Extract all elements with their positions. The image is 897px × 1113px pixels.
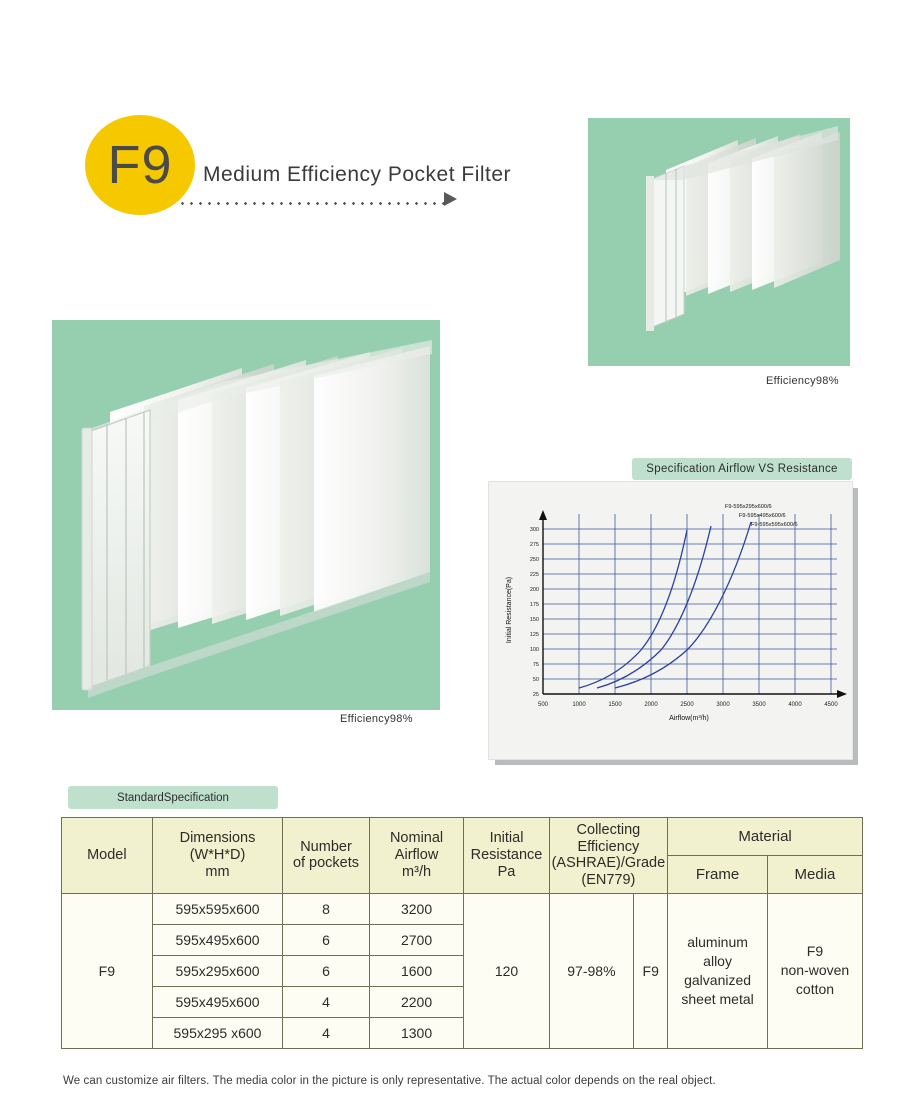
- th-pockets-line2: of pockets: [292, 855, 360, 872]
- chart-svg: [489, 482, 852, 759]
- chart-legend-3: F9-595x595x600/6: [751, 522, 798, 528]
- title-dotted-arrow-line: [178, 196, 450, 206]
- cell-frame-material: [668, 893, 768, 1048]
- airflow-resistance-chart: [488, 481, 853, 760]
- th-resistance-line1: Initial: [489, 830, 524, 847]
- svg-text:1000: 1000: [572, 702, 586, 708]
- cell-airflow: 2200: [369, 986, 464, 1017]
- table-body: [62, 893, 863, 1048]
- th-media: Media: [767, 855, 862, 893]
- badge-label: F9: [107, 135, 173, 195]
- connector-smallphoto-down: [682, 392, 685, 460]
- connector-chart-down: [682, 762, 685, 814]
- svg-text:1500: 1500: [608, 702, 622, 708]
- media-line3: cotton: [795, 981, 835, 998]
- small-photo-caption: Efficiency98%: [766, 375, 839, 387]
- large-photo-caption: Efficiency98%: [340, 713, 413, 725]
- th-pockets: [283, 818, 369, 894]
- cell-dimensions: 595x295x600: [152, 955, 283, 986]
- pocket-filter-illustration-large: [52, 320, 440, 710]
- cell-dimensions: 595x495x600: [152, 924, 283, 955]
- connector-horizontal-top: [220, 262, 590, 265]
- svg-text:250: 250: [529, 557, 539, 563]
- frame-line2: alloy: [703, 952, 732, 969]
- footnote: We can customize air filters. The media color in the picture is only representative. The actual color depends on the real object.: [63, 1075, 716, 1087]
- th-efficiency-line3: (EN779): [581, 872, 636, 889]
- cell-airflow: 1300: [369, 1017, 464, 1048]
- th-airflow-line2: Airflow: [394, 847, 439, 863]
- th-airflow: [369, 818, 464, 894]
- connector-vertical-to-large-photo: [220, 262, 223, 320]
- frame-line3: galvanized: [684, 971, 752, 988]
- svg-text:100: 100: [529, 647, 539, 653]
- th-resistance: [464, 818, 549, 894]
- th-dimensions-line2: (W*H*D): [189, 847, 246, 863]
- specification-table: [61, 817, 863, 1049]
- th-airflow-line3: m³/h: [402, 863, 432, 880]
- svg-text:75: 75: [532, 662, 539, 668]
- cell-media-material: [767, 893, 862, 1048]
- title-arrow-head-icon: [444, 192, 457, 206]
- svg-text:4000: 4000: [788, 702, 802, 708]
- cell-pockets: 6: [283, 924, 369, 955]
- th-airflow-line1: Nominal: [389, 830, 444, 847]
- table-header: [62, 818, 863, 894]
- svg-text:2500: 2500: [680, 702, 694, 708]
- th-resistance-line2: Resistance: [470, 847, 543, 863]
- svg-text:125: 125: [529, 632, 539, 638]
- cell-pockets: 6: [283, 955, 369, 986]
- cell-grade: F9: [634, 893, 668, 1048]
- th-dimensions-line3: mm: [205, 863, 230, 880]
- svg-text:150: 150: [529, 617, 539, 623]
- th-dimensions-line1: Dimensions: [179, 830, 256, 847]
- svg-text:50: 50: [532, 677, 539, 683]
- svg-text:25: 25: [532, 692, 539, 698]
- cell-airflow: 2700: [369, 924, 464, 955]
- cell-model: F9: [62, 893, 153, 1048]
- chart-ylabel: Initial Resistance(Pa): [506, 576, 513, 644]
- th-efficiency: [549, 818, 668, 894]
- svg-text:200: 200: [529, 587, 539, 593]
- pocket-filter-illustration-small: [588, 118, 850, 366]
- th-dimensions: [152, 818, 283, 894]
- cell-airflow: 1600: [369, 955, 464, 986]
- chart-xlabel: Airflow(m³/h): [669, 715, 709, 722]
- svg-text:4500: 4500: [824, 702, 838, 708]
- page-title: Medium Efficiency Pocket Filter: [203, 163, 512, 186]
- frame-line4: sheet metal: [681, 990, 754, 1007]
- th-frame: Frame: [668, 855, 768, 893]
- connector-largephoto-down: [222, 730, 225, 786]
- th-efficiency-line2: (ASHRAE)/Grade: [551, 855, 666, 872]
- specification-chart-label: Specification Airflow VS Resistance: [632, 458, 852, 480]
- cell-dimensions: 595x295 x600: [152, 1017, 283, 1048]
- chart-legend-2: F9-595x495x600/6: [739, 513, 786, 519]
- svg-text:3000: 3000: [716, 702, 730, 708]
- standard-specification-label: StandardSpecification: [68, 786, 278, 809]
- frame-line1: aluminum: [687, 933, 748, 950]
- svg-text:275: 275: [529, 542, 539, 548]
- chart-legend-1: F9-595x295x600/6: [725, 504, 772, 510]
- cell-dimensions: 595x595x600: [152, 893, 283, 924]
- svg-text:500: 500: [537, 702, 549, 708]
- cell-pockets: 4: [283, 1017, 369, 1048]
- svg-text:3500: 3500: [752, 702, 766, 708]
- product-photo-small: [588, 118, 850, 366]
- cell-collecting-efficiency: 97-98%: [549, 893, 634, 1048]
- svg-text:300: 300: [529, 527, 539, 533]
- media-line2: non-woven: [780, 962, 850, 979]
- connector-vertical-badge: [220, 232, 223, 264]
- cell-dimensions: 595x495x600: [152, 986, 283, 1017]
- cell-initial-resistance: 120: [464, 893, 549, 1048]
- th-resistance-line3: Pa: [497, 863, 516, 880]
- th-model: Model: [62, 818, 153, 894]
- cell-pockets: 4: [283, 986, 369, 1017]
- cell-pockets: 8: [283, 893, 369, 924]
- product-photo-large: [52, 320, 440, 710]
- cell-airflow: 3200: [369, 893, 464, 924]
- svg-text:225: 225: [529, 572, 539, 578]
- th-efficiency-line1: Collecting Efficiency: [576, 822, 641, 855]
- th-material: Material: [668, 818, 863, 856]
- svg-text:175: 175: [529, 602, 539, 608]
- table-row: [62, 893, 863, 924]
- svg-text:2000: 2000: [644, 702, 658, 708]
- th-pockets-line1: Number: [300, 838, 352, 855]
- media-line1: F9: [806, 943, 824, 960]
